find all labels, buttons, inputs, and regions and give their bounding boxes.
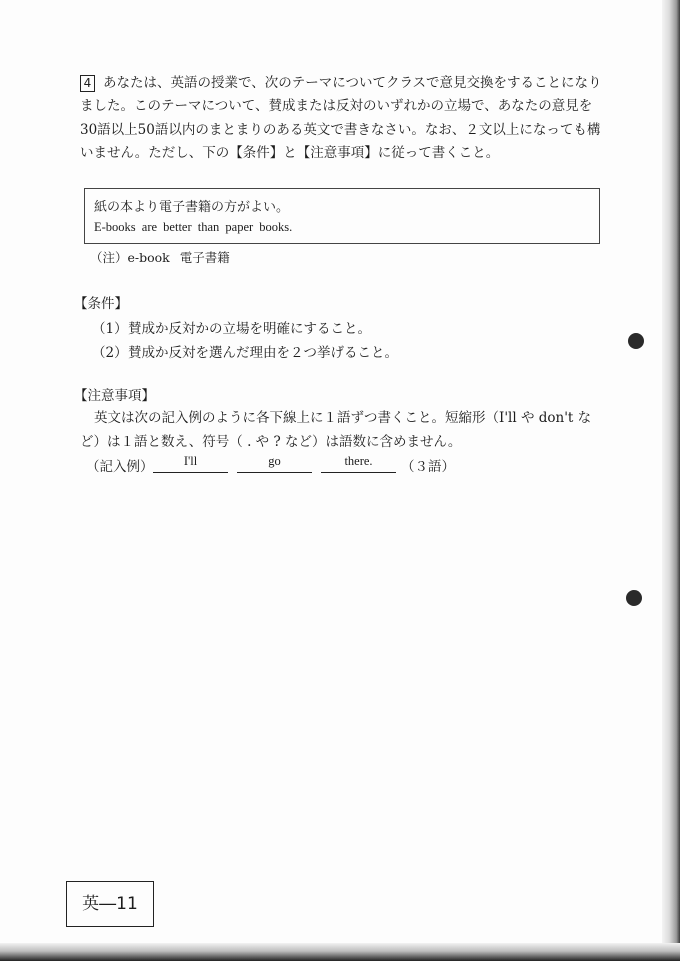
question-number: 4 [80,75,95,92]
note-label: （注）e-book [90,250,170,265]
example-label: （記入例） [86,459,154,475]
theme-japanese: 紙の本より電子書籍の方がよい。 [94,200,290,215]
question-text: あなたは、英語の授業で、次のテーマについてクラスで意見交換をすることになりました。このテーマについて、賛成または反対のいずれかの立場で、あなたの意見を30語以上50語以内のまとまりのある英文で書きなさい。なお、２文以上になっても構いません。ただし、下の【条件】と【注意事項】に従って書くこと。 [80,75,602,161]
theme-box [84,188,600,244]
question-block [80,72,605,165]
scan-right-edge [662,0,680,961]
cautions-text: 英文は次の記入例のように各下線上に１語ずつ書くこと。短縮形（I'll や don't など）は１語と数え、符号（ . や ? など）は語数に含めません。 [80,410,592,450]
punch-hole-mark [628,333,644,349]
condition-item: （2）賛成か反対を選んだ理由を２つ挙げること。 [92,345,398,361]
theme-english: E-books are better than paper books. [94,220,293,234]
example-word-blank: I'll [153,454,228,473]
vocab-note [90,248,230,266]
page-number-box: 英―11 [66,881,154,927]
condition-item: （1）賛成か反対かの立場を明確にすること。 [92,321,371,337]
example-word-blank: there. [321,454,396,473]
conditions-heading: 【条件】 [74,296,128,312]
cautions-heading: 【注意事項】 [74,388,155,404]
scan-bottom-edge [0,943,680,961]
note-meaning: 電子書籍 [179,250,230,265]
punch-hole-mark [626,590,642,606]
example-word-blank: go [237,454,312,473]
example-word-count: （３語） [401,459,455,475]
